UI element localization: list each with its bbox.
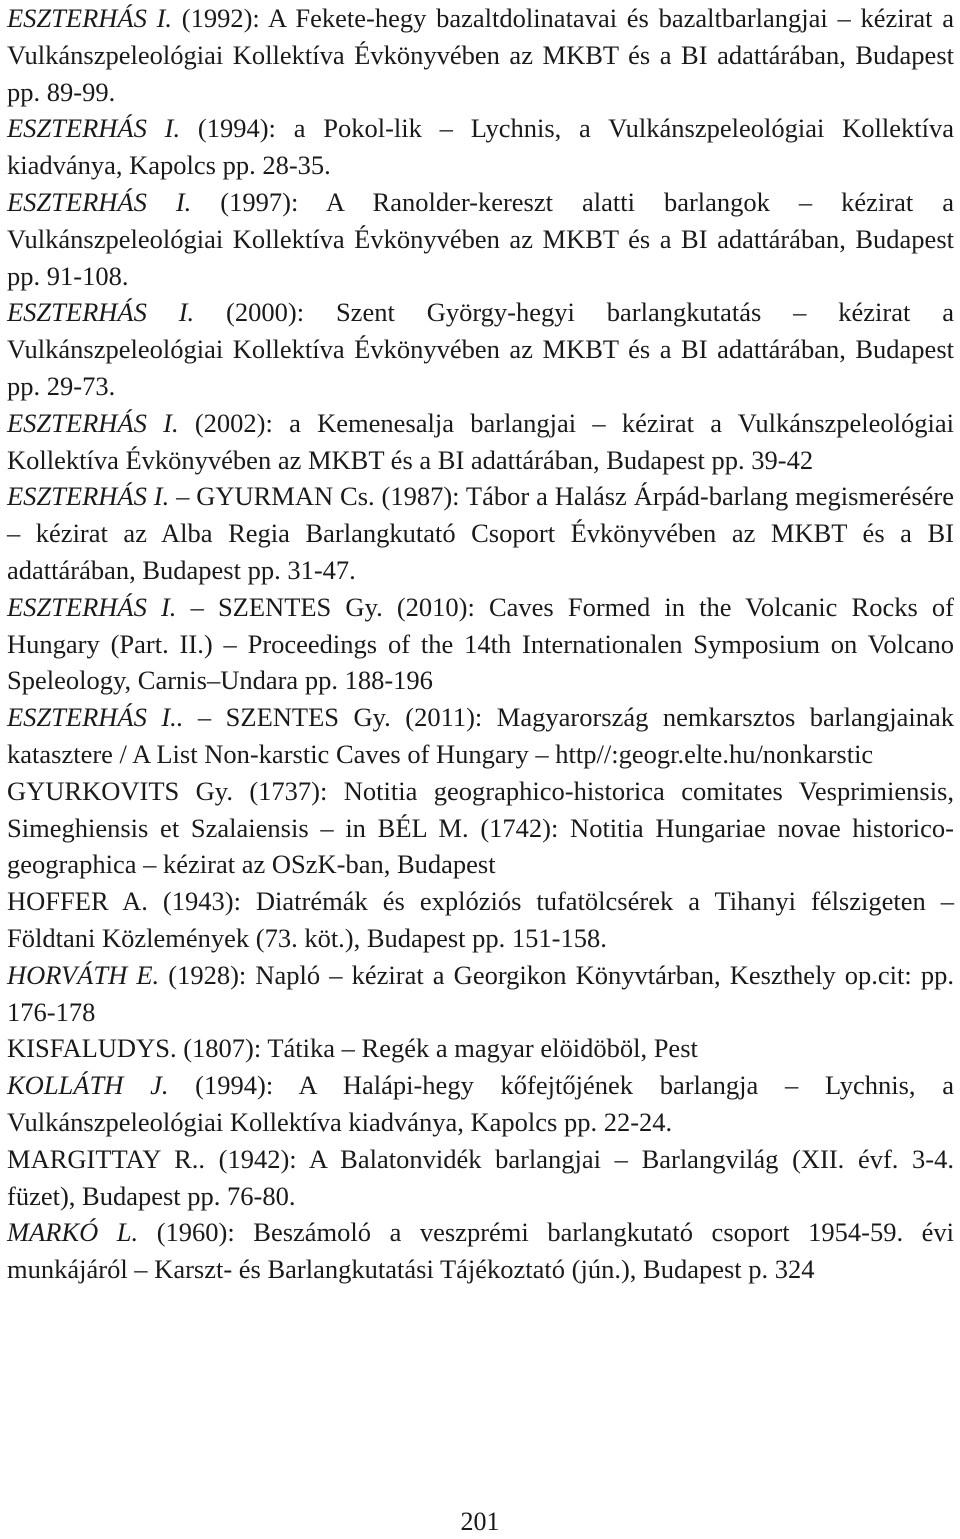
reference-text: (1960): Beszámoló a veszprémi barlangkutató csoport 1954-59. évi munkájáról – Karszt- és Barlangkutatási Tájékoztató (jún.), Budapest p. 324 xyxy=(7,1217,954,1285)
reference-author: KISFALUDYS. xyxy=(7,1033,177,1064)
reference-text: – SZENTES Gy. (2011): Magyarország nemkarsztos barlangjainak katasztere / A List Non-karstic Caves of Hungary – http//:geogr.elte.hu/nonkarstic xyxy=(7,702,954,769)
reference-author: ESZTERHÁS I.. xyxy=(7,702,184,733)
reference-author: HORVÁTH E. xyxy=(7,959,160,990)
reference-entry xyxy=(7,478,954,588)
reference-author: ESZTERHÁS I. xyxy=(7,113,181,144)
reference-author: MARGITTAY R.. xyxy=(7,1143,206,1174)
reference-author: ESZTERHÁS I. xyxy=(7,407,179,438)
reference-author: ESZTERHÁS I. xyxy=(7,481,170,512)
reference-text: (2000): Szent György-hegyi barlangkutatás – kézirat a Vulkánszpeleológiai Kollektíva Évkönyvében az MKBT és a BI adattárában, Budapest pp. 29-73. xyxy=(7,297,954,401)
reference-entry xyxy=(7,1141,954,1215)
reference-entry xyxy=(7,405,954,479)
reference-text: (1994): a Pokol-lik – Lychnis, a Vulkánszpeleológiai Kollektíva kiadványa, Kapolcs pp. 28-35. xyxy=(7,113,955,181)
reference-text: (1942): A Balatonvidék barlangjai – Barlangvilág (XII. évf. 3-4. füzet), Budapest pp. 76-80. xyxy=(7,1143,954,1211)
reference-text: (1992): A Fekete-hegy bazaltdolinatavai és bazaltbarlangjai – kézirat a Vulkánszpeleológiai Kollektíva Évkönyvében az MKBT és a BI adattárában, Budapest pp. 89-99. xyxy=(7,3,955,107)
reference-author: GYURKOVITS Gy. xyxy=(7,775,233,806)
reference-entry xyxy=(7,0,954,110)
reference-list xyxy=(7,0,954,1288)
reference-text: (1997): A Ranolder-kereszt alatti barlangok – kézirat a Vulkánszpeleológiai Kollektíva Évkönyvében az MKBT és a BI adattárában, Budapest pp. 91-108. xyxy=(7,186,954,291)
reference-entry xyxy=(7,294,954,404)
reference-text: (1994): A Halápi-hegy kőfejtőjének barlangja – Lychnis, a Vulkánszpeleológiai Kollektíva kiadványa, Kapolcs pp. 22-24. xyxy=(7,1070,954,1137)
reference-author: ESZTERHÁS I. xyxy=(7,297,195,328)
reference-entry xyxy=(7,773,954,883)
reference-entry xyxy=(7,589,954,699)
document-page xyxy=(7,0,954,1288)
reference-entry xyxy=(7,184,954,294)
reference-entry xyxy=(7,1067,954,1141)
reference-text: (1807): Tátika – Regék a magyar elöidöböl, Pest xyxy=(176,1033,698,1064)
reference-author: KOLLÁTH J. xyxy=(7,1070,169,1101)
reference-entry xyxy=(7,110,954,184)
page-number: 201 xyxy=(460,1507,500,1536)
reference-author: MARKÓ L. xyxy=(7,1217,139,1248)
reference-entry xyxy=(7,1030,954,1067)
reference-text: (2002): a Kemenesalja barlangjai – kézirat a Vulkánszpeleológiai Kollektíva Évkönyvében az MKBT és a BI adattárában, Budapest pp. 39-42 xyxy=(7,407,955,475)
reference-author: ESZTERHÁS I. xyxy=(7,3,173,33)
reference-entry xyxy=(7,1214,954,1288)
reference-text: – SZENTES Gy. (2010): Caves Formed in the Volcanic Rocks of Hungary (Part. II.) – Proceedings of the 14th Internationalen Symposium on Volcano Speleology, Carnis–Undara pp. 188-196 xyxy=(7,591,954,696)
reference-author: HOFFER A. xyxy=(7,886,148,917)
reference-author: ESZTERHÁS I. xyxy=(7,186,192,217)
reference-entry xyxy=(7,699,954,773)
reference-author: ESZTERHÁS I. xyxy=(7,591,177,622)
reference-text: – GYURMAN Cs. (1987): Tábor a Halász Árpád-barlang megismerésére – kézirat az Alba Regia Barlangkutató Csoport Évkönyvében az MKBT és a BI adattárában, Budapest pp. 31-47. xyxy=(7,481,955,585)
reference-text: (1928): Napló – kézirat a Georgikon Könyvtárban, Keszthely op.cit: pp. 176-178 xyxy=(7,959,954,1027)
reference-text: (1943): Diatrémák és explóziós tufatölcsérek a Tihanyi félszigeten – Földtani Közlemények (73. köt.), Budapest pp. 151-158. xyxy=(7,886,954,953)
reference-entry xyxy=(7,883,954,957)
reference-text: (1737): Notitia geographico-historica comitates Vesprimiensis, Simeghiensis et Szalaiensis – in BÉL M. (1742): Notitia Hungariae novae historico-geographica – kézirat az OSzK-ban, Budapest xyxy=(7,775,954,880)
reference-entry xyxy=(7,957,954,1031)
